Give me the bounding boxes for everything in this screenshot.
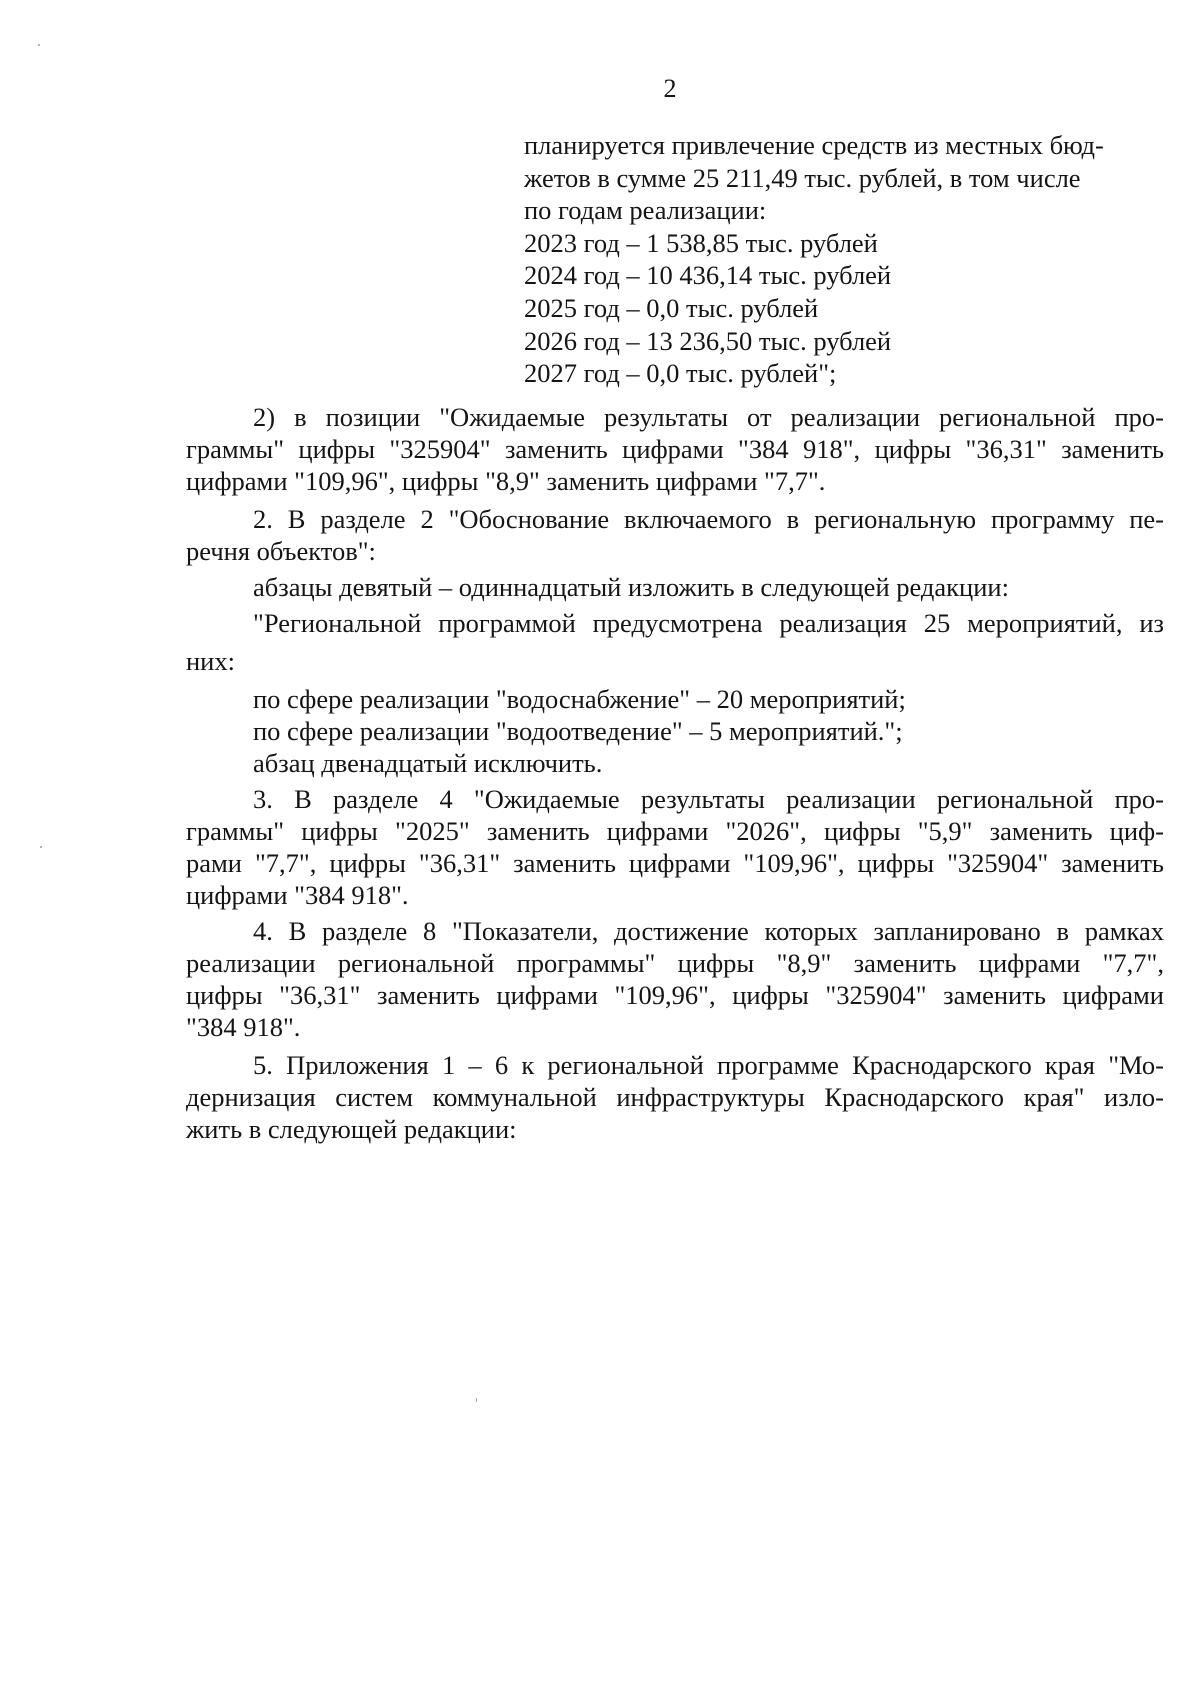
paragraph-line: цифры "36,31" заменить цифрами "109,96", цифры "325904" заменить цифрами bbox=[186, 980, 1164, 1010]
continuation-line: жетов в сумме 25 211,49 тыс. рублей, в том числе bbox=[524, 162, 1081, 193]
section-2-list bbox=[186, 683, 1164, 779]
paragraph-line: цифрами "384 918". bbox=[186, 880, 409, 910]
funding-continuation-block bbox=[524, 129, 1164, 390]
page-number: 2 bbox=[663, 74, 677, 103]
funding-year-2027: 2027 год – 0,0 тыс. рублей"; bbox=[524, 358, 837, 389]
paragraph-line: 3. В разделе 4 "Ожидаемые результаты реализации региональной про- bbox=[253, 784, 1164, 814]
paragraph-line: 2) в позиции "Ожидаемые результаты от реализации региональной про- bbox=[253, 402, 1164, 432]
scan-speck bbox=[40, 846, 42, 848]
paragraph-line: граммы" цифры "2025" заменить цифрами "2026", цифры "5,9" заменить циф- bbox=[186, 816, 1164, 846]
paragraph-line: граммы" цифры "325904" заменить цифрами "384 918", цифры "36,31" заменить bbox=[186, 434, 1164, 464]
paragraph-line: них: bbox=[186, 646, 235, 676]
funding-year-2024: 2024 год – 10 436,14 тыс. рублей bbox=[524, 260, 892, 291]
paragraph-line: 5. Приложения 1 – 6 к региональной программе Краснодарского края "Мо- bbox=[253, 1050, 1164, 1080]
scan-speck bbox=[476, 1398, 477, 1402]
paragraph-line: речня объектов": bbox=[186, 536, 376, 566]
funding-year-2023: 2023 год – 1 538,85 тыс. рублей bbox=[524, 227, 878, 258]
list-item: по сфере реализации "водоснабжение" – 20 мероприятий; bbox=[253, 684, 906, 714]
document-body bbox=[186, 401, 1164, 1145]
list-item: по сфере реализации "водоотведение" – 5 мероприятий."; bbox=[253, 716, 903, 746]
item-2-paragraph bbox=[186, 401, 1164, 497]
continuation-line: планируется привлечение средств из местных бюд- bbox=[524, 130, 1104, 160]
list-item: абзац двенадцатый исключить. bbox=[253, 748, 603, 778]
section-5-paragraph bbox=[186, 1049, 1164, 1145]
funding-year-2025: 2025 год – 0,0 тыс. рублей bbox=[524, 292, 819, 323]
section-4-paragraph bbox=[186, 915, 1164, 1043]
paragraph-line: реализации региональной программы" цифры "8,9" заменить цифрами "7,7", bbox=[186, 948, 1164, 978]
paragraph-line: цифрами "109,96", цифры "8,9" заменить цифрами "7,7". bbox=[186, 466, 826, 496]
scan-speck bbox=[38, 44, 40, 46]
paragraph-line: 2. В разделе 2 "Обоснование включаемого в региональную программу пе- bbox=[253, 504, 1164, 534]
section-3-paragraph bbox=[186, 783, 1164, 911]
paragraph-line: жить в следующей редакции: bbox=[186, 1114, 517, 1144]
continuation-line: по годам реализации: bbox=[524, 195, 767, 226]
paragraph-line: "Региональной программой предусмотрена реализация 25 мероприятий, из bbox=[253, 608, 1164, 638]
funding-year-2026: 2026 год – 13 236,50 тыс. рублей bbox=[524, 325, 892, 356]
paragraph-line: абзацы девятый – одиннадцатый изложить в следующей редакции: bbox=[253, 572, 1009, 602]
section-2-sub-intro bbox=[186, 571, 1164, 603]
section-2-quote bbox=[186, 607, 1164, 677]
paragraph-line: "384 918". bbox=[186, 1012, 301, 1042]
section-2-paragraph bbox=[186, 503, 1164, 567]
paragraph-line: дернизация систем коммунальной инфраструктуры Краснодарского края" изло- bbox=[186, 1082, 1164, 1112]
paragraph-line: 4. В разделе 8 "Показатели, достижение которых запланировано в рамках bbox=[253, 916, 1164, 946]
paragraph-line: рами "7,7", цифры "36,31" заменить цифрами "109,96", цифры "325904" заменить bbox=[186, 848, 1164, 878]
